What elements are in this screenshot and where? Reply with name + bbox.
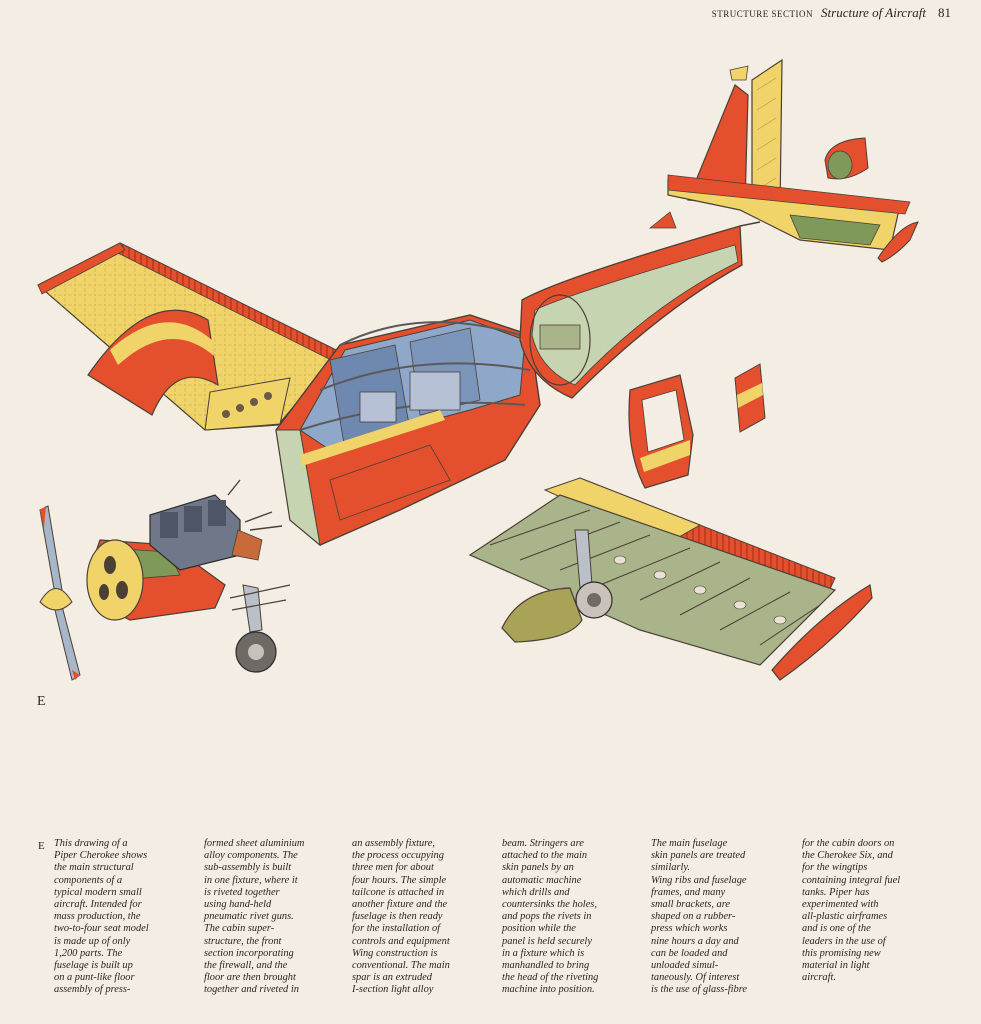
caption-line: Wing ribs and fuselage [651,874,747,886]
caption-line: in a fixture which is [502,947,585,959]
caption-line: 1,200 parts. The [54,947,123,959]
caption-line: together and riveted in [204,984,299,996]
caption-line: the head of the riveting [502,972,599,984]
caption-line: the Cherokee Six, and [802,850,893,862]
caption-line: formed sheet aluminium [204,838,305,849]
caption-line: unloaded simul- [651,960,719,972]
chapter-title: Structure of Aircraft [821,5,926,20]
caption-line: leaders in the use of [802,935,886,947]
caption-line: pneumatic rivet guns. [204,911,294,923]
caption-line: attached to the main [502,850,588,862]
caption-line: and pops the rivets in [502,911,592,923]
figure-letter: E [37,694,46,709]
caption-column-4 [502,838,642,997]
caption-line: which drills and [502,886,570,898]
caption-line: is made up of only [54,935,131,947]
caption-line: countersinks the holes, [502,899,597,911]
caption-line: for the wingtips [802,862,868,874]
caption-line: assembly of press- [54,984,131,996]
page-number: 81 [938,5,951,20]
caption-line: typical modern small [54,886,142,898]
caption-line: can be loaded and [651,947,728,959]
caption-line: taneously. Of interest [651,972,740,984]
tail-fairing [825,138,868,179]
caption-line: small brackets, are [651,899,730,911]
caption-line: I-section light alloy [352,984,434,996]
nose-landing-gear [230,585,290,672]
caption-line: tailcone is attached in [352,886,445,898]
caption-line: in one fixture, where it [204,874,298,886]
tail-cone [520,222,760,398]
caption-line: is riveted together [204,886,280,898]
caption-line: containing integral fuel [802,874,901,886]
caption-line: controls and equipment [352,935,450,947]
caption-line: section incorporating [204,947,294,959]
caption-column-1 [54,838,194,997]
caption-line: position while the [502,923,576,935]
caption-line: another fixture and the [352,899,448,911]
caption-line: Wing construction is [352,947,438,959]
caption-column-6 [802,838,942,984]
caption-line: shaped on a rubber- [651,911,736,923]
caption-line: press which works [651,923,728,935]
caption-line: machine into position. [502,984,595,996]
caption-line: sub-assembly is built [204,862,292,874]
caption-line: four hours. The simple [352,874,447,886]
caption-line: all-plastic airframes [802,911,888,923]
caption-line: similarly. [651,862,690,874]
section-label: STRUCTURE SECTION [711,9,814,19]
caption-column-2 [204,838,344,997]
caption-line: skin panels by an [502,862,574,874]
caption-line: two-to-four seat model [54,923,149,935]
caption-line: Piper Cherokee shows [54,850,148,862]
caption-line: fuselage is then ready [352,911,443,923]
caption-line: structure, the front [204,935,282,947]
caption-line: spar is an extruded [352,972,432,984]
cabin-door [629,375,693,488]
caption-line: for the cabin doors on [802,838,895,849]
caption-line: The cabin super- [204,923,275,935]
caption-line: and is one of the [802,923,871,935]
caption-line: manhandled to bring [502,960,590,972]
caption-line: automatic machine [502,874,582,886]
caption-line: experimented with [802,899,879,911]
caption-line: This drawing of a [54,838,128,849]
caption-line: three men for about [352,862,434,874]
caption-line: skin panels are treated [651,850,746,862]
caption-line: the firewall, and the [204,960,288,972]
caption-line: the main structural [54,862,134,874]
caption-column-5 [651,838,791,997]
caption-line: frames, and many [651,886,726,898]
propeller [40,506,80,680]
engine [150,480,282,570]
caption-line: conventional. The main [352,960,450,972]
caption-line: tanks. Piper has [802,886,870,898]
caption-line: for the installation of [352,923,441,935]
caption-line: fuselage is built up [54,960,133,972]
caption-line: an assembly fixture, [352,838,436,849]
caption-column-3 [352,838,492,997]
caption-line: using hand-held [204,899,272,911]
caption-line: aircraft. [802,972,836,984]
caption-line: beam. Stringers are [502,838,584,849]
caption-line: this promising new [802,947,881,959]
caption-line: The main fuselage [651,838,728,849]
caption-line: is the use of glass-fibre [651,984,748,996]
caption-line: mass production, the [54,911,141,923]
caption-line: nine hours a day and [651,935,739,947]
caption [0,838,981,1018]
caption-letter: E [38,840,45,852]
caption-line: alloy components. The [204,850,298,862]
caption-line: floor are then brought [204,972,296,984]
caption-line: panel is held securely [502,935,592,947]
caption-line: aircraft. Intended for [54,899,142,911]
caption-line: components of a [54,874,123,886]
caption-line: on a punt-like floor [54,972,135,984]
caption-line: the process occupying [352,850,444,862]
rear-side-panel [735,364,765,432]
caption-line: material in light [802,960,870,972]
